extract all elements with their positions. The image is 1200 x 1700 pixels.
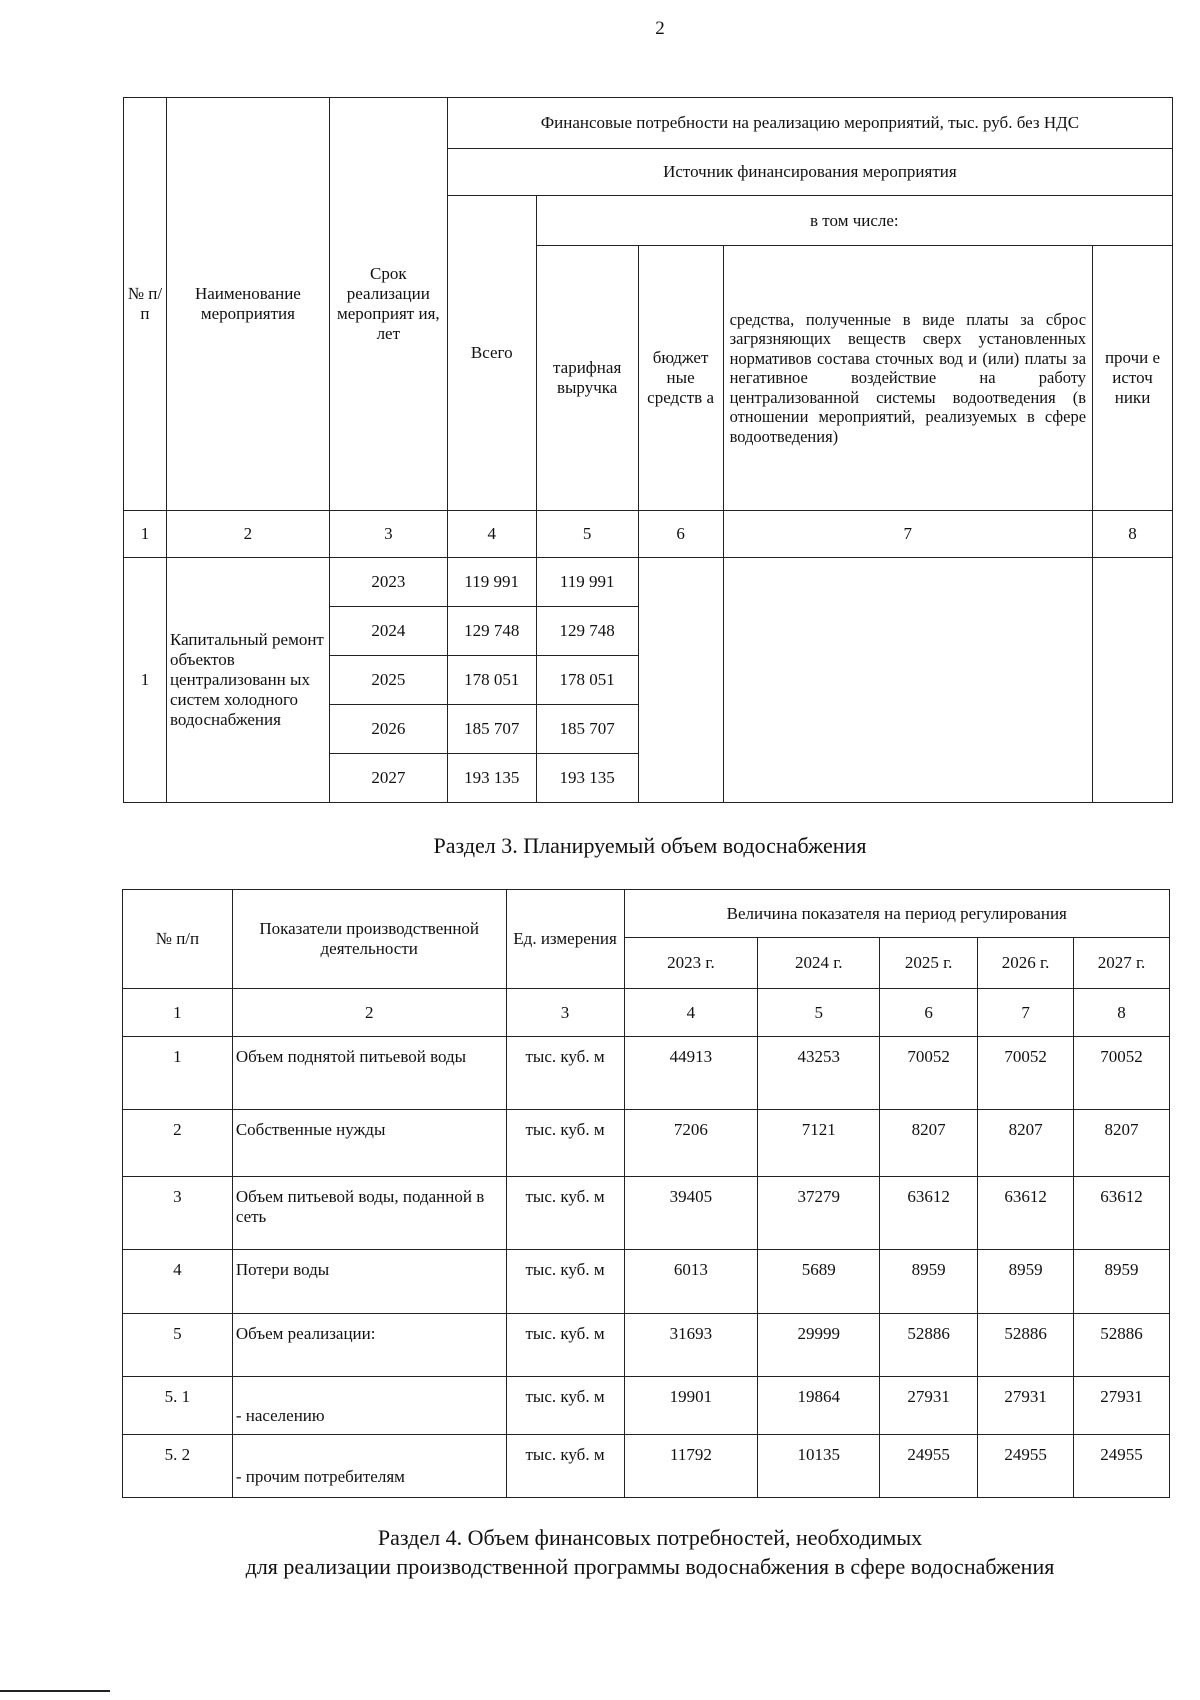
row-value: 27931	[1074, 1377, 1170, 1435]
row-value: 24955	[978, 1435, 1074, 1498]
row-value: 70052	[1074, 1037, 1170, 1110]
row-unit: тыс. куб. м	[506, 1037, 624, 1110]
table-row	[123, 1177, 1170, 1250]
row-value: 27931	[978, 1377, 1074, 1435]
row-value: 63612	[978, 1177, 1074, 1250]
row-name: Объем питьевой воды, поданной в сеть	[232, 1177, 506, 1250]
table-row	[123, 1435, 1170, 1498]
col-number: 3	[329, 511, 447, 558]
table-row	[123, 1377, 1170, 1435]
water-supply-volume-table	[122, 889, 1170, 1498]
col-number: 6	[880, 989, 978, 1037]
row-year: 2023	[329, 558, 447, 607]
col-number: 4	[447, 511, 536, 558]
row-year: 2024	[329, 607, 447, 656]
row-value: 8959	[1074, 1250, 1170, 1314]
row-value: 39405	[624, 1177, 758, 1250]
row-value: 52886	[1074, 1314, 1170, 1377]
row-value: 5689	[758, 1250, 880, 1314]
header-term: Срок реализации мероприят ия, лет	[329, 98, 447, 511]
row-total: 178 051	[447, 656, 536, 705]
header-value-period: Величина показателя на период регулирования	[624, 890, 1170, 938]
table-row	[123, 1314, 1170, 1377]
item-num: 1	[124, 558, 167, 803]
row-num: 1	[123, 1037, 233, 1110]
row-name: - прочим потребителям	[232, 1435, 506, 1498]
section4-title	[50, 1523, 1200, 1581]
row-value: 29999	[758, 1314, 880, 1377]
row-unit: тыс. куб. м	[506, 1110, 624, 1177]
row-value: 63612	[1074, 1177, 1170, 1250]
col-number: 4	[624, 989, 758, 1037]
row-name: Объем реализации:	[232, 1314, 506, 1377]
col-number: 2	[232, 989, 506, 1037]
row-value: 8959	[880, 1250, 978, 1314]
row-num: 5. 1	[123, 1377, 233, 1435]
row-value: 8207	[880, 1110, 978, 1177]
row-value: 31693	[624, 1314, 758, 1377]
row-name: - населению	[232, 1377, 506, 1435]
row-tariff: 119 991	[536, 558, 638, 607]
row-value: 7121	[758, 1110, 880, 1177]
header-budget: бюджет ные средств а	[638, 246, 723, 511]
header-total: Всего	[447, 196, 536, 511]
row-value: 37279	[758, 1177, 880, 1250]
table-row	[123, 1110, 1170, 1177]
col-number: 6	[638, 511, 723, 558]
section4-title-line2: для реализации производственной программы водоснабжения в сфере водоснабжения	[245, 1554, 1055, 1579]
row-total: 129 748	[447, 607, 536, 656]
row-name: Объем поднятой питьевой воды	[232, 1037, 506, 1110]
table-row	[123, 1250, 1170, 1314]
row-value: 19901	[624, 1377, 758, 1435]
col-number: 1	[124, 511, 167, 558]
header-year: 2023 г.	[624, 938, 758, 989]
financial-needs-table	[123, 97, 1173, 803]
col-number: 8	[1093, 511, 1173, 558]
col-number: 7	[978, 989, 1074, 1037]
row-value: 8959	[978, 1250, 1074, 1314]
page-number: 2	[655, 18, 665, 39]
row-tariff: 185 707	[536, 705, 638, 754]
budget-cell	[638, 558, 723, 803]
item-name: Капитальный ремонт объектов централизованн ых систем холодного водоснабжения	[166, 558, 329, 803]
row-name: Потери воды	[232, 1250, 506, 1314]
row-unit: тыс. куб. м	[506, 1177, 624, 1250]
col-number: 5	[758, 989, 880, 1037]
row-num: 5	[123, 1314, 233, 1377]
row-value: 52886	[880, 1314, 978, 1377]
row-value: 7206	[624, 1110, 758, 1177]
bottom-rule	[0, 1690, 110, 1692]
table-row	[123, 1037, 1170, 1110]
header-indicators: Показатели производственной деятельности	[232, 890, 506, 989]
header-fin-needs: Финансовые потребности на реализацию мероприятий, тыс. руб. без НДС	[447, 98, 1172, 149]
row-value: 11792	[624, 1435, 758, 1498]
row-value: 52886	[978, 1314, 1074, 1377]
header-year: 2025 г.	[880, 938, 978, 989]
section3-title: Раздел 3. Планируемый объем водоснабжения	[433, 833, 867, 858]
row-unit: тыс. куб. м	[506, 1435, 624, 1498]
row-unit: тыс. куб. м	[506, 1250, 624, 1314]
row-total: 185 707	[447, 705, 536, 754]
header-including: в том числе:	[536, 196, 1172, 246]
row-value: 63612	[880, 1177, 978, 1250]
row-year: 2025	[329, 656, 447, 705]
row-tariff: 193 135	[536, 754, 638, 803]
header-num: № п/п	[124, 98, 167, 511]
row-year: 2027	[329, 754, 447, 803]
row-value: 24955	[880, 1435, 978, 1498]
row-value: 24955	[1074, 1435, 1170, 1498]
row-value: 27931	[880, 1377, 978, 1435]
row-year: 2026	[329, 705, 447, 754]
header-source: Источник финансирования мероприятия	[447, 149, 1172, 196]
col-number: 2	[166, 511, 329, 558]
header-tariff: тарифная выручка	[536, 246, 638, 511]
row-value: 44913	[624, 1037, 758, 1110]
row-value: 8207	[978, 1110, 1074, 1177]
col-number: 5	[536, 511, 638, 558]
table-row	[124, 558, 1173, 607]
row-num: 4	[123, 1250, 233, 1314]
section4-title-line1: Раздел 4. Объем финансовых потребностей, необходимых	[377, 1525, 923, 1550]
row-num: 3	[123, 1177, 233, 1250]
col-number: 1	[123, 989, 233, 1037]
row-value: 6013	[624, 1250, 758, 1314]
header-name: Наименование мероприятия	[166, 98, 329, 511]
col-number: 7	[723, 511, 1092, 558]
row-value: 70052	[978, 1037, 1074, 1110]
row-value: 8207	[1074, 1110, 1170, 1177]
row-value: 70052	[880, 1037, 978, 1110]
header-num: № п/п	[123, 890, 233, 989]
row-value: 43253	[758, 1037, 880, 1110]
header-year: 2027 г.	[1074, 938, 1170, 989]
header-fees: средства, полученные в виде платы за сброс загрязняющих веществ сверх установленных нормативов состава сточных вод и (или) платы за негативное воздействие на работу централизованной системы водоотведения (в отношении мероприятий, реализуемых в сфере водоотведения)	[723, 246, 1092, 511]
row-num: 2	[123, 1110, 233, 1177]
header-other: прочи е источ ники	[1093, 246, 1173, 511]
row-total: 193 135	[447, 754, 536, 803]
header-year: 2024 г.	[758, 938, 880, 989]
col-number: 8	[1074, 989, 1170, 1037]
other-cell	[1093, 558, 1173, 803]
fees-cell	[723, 558, 1092, 803]
row-unit: тыс. куб. м	[506, 1377, 624, 1435]
row-value: 10135	[758, 1435, 880, 1498]
row-num: 5. 2	[123, 1435, 233, 1498]
row-total: 119 991	[447, 558, 536, 607]
row-unit: тыс. куб. м	[506, 1314, 624, 1377]
header-year: 2026 г.	[978, 938, 1074, 989]
row-tariff: 178 051	[536, 656, 638, 705]
row-value: 19864	[758, 1377, 880, 1435]
header-unit: Ед. измерения	[506, 890, 624, 989]
col-number: 3	[506, 989, 624, 1037]
row-tariff: 129 748	[536, 607, 638, 656]
row-name: Собственные нужды	[232, 1110, 506, 1177]
